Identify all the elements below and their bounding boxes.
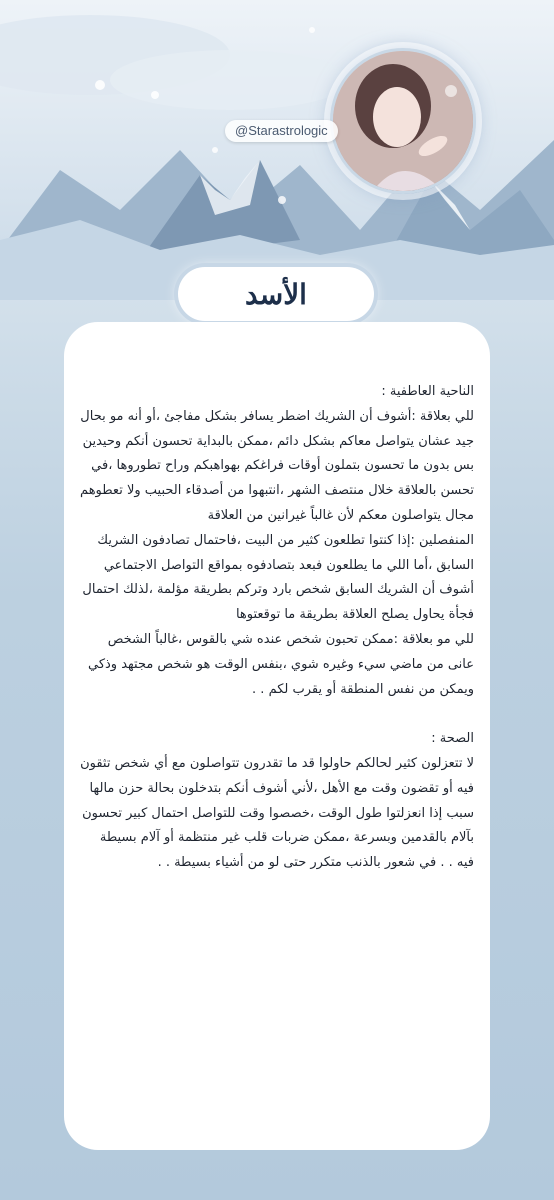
paragraph-separated: المنفصلين :إذا كنتوا تطلعون كثير من البيت ،فاحتمال تصادفون الشريك السابق ،أما اللي ما يطلعون فبعد بتصادفوه بمواقع التواصل الاجتماعي أشوف أن الشريك السابق شخص بارد وتركم بطريقة مؤلمة ،لذلك احتمال فجأة يحاول يصلح العلاقة بطريقة ما توقعتوها xyxy=(82,532,474,623)
paragraph-in-relationship: للي بعلاقة :أشوف أن الشريك اضطر يسافر بشكل مفاجئ ،أو أنه مو بحال جيد عشان يتواصل معاكم بشكل دائم ،ممكن بالبداية تحسون أنكم وحيدين بس بدون ما تحسون بتملون أوقات فراغكم بهواهبكم وراح تطوروها ،في تحسن بالعلاقة خلال منتصف الشهر ،انتبهوا من أصدقاء الحبيب ولا تعطوهم مجال يتواصلون معكم لأن غالباً غيرانين من العلاقة xyxy=(80,408,474,523)
section-spacer xyxy=(80,702,474,727)
watermark-label: @Starastrologic xyxy=(225,120,338,142)
avatar xyxy=(330,48,476,194)
title-banner xyxy=(178,267,374,321)
mountain-background xyxy=(0,0,554,300)
section-heading-emotional: الناحية العاطفية : xyxy=(381,384,474,399)
paragraph-single: للي مو بعلاقة :ممكن تحبون شخص عنده شي بالقوس ،غالباً الشخص عانى من ماضي سيء وغيره شوي ،بنفس الوقت هو شخص مجتهد وذكي ويمكن من نفس المنطقة أو يقرب لكم . . xyxy=(87,631,474,697)
avatar-portrait-icon xyxy=(333,51,473,191)
paragraph-health: لا تتعزلون كثير لحالكم حاولوا قد ما تقدرون تتواصلون مع أي شخص تثقون فيه أو تقضون وقت مع الأهل ،لأني أشوف أنكم بتدخلون بحالة حزن مالها سبب إذا انعزلتوا طول الوقت ،خصصوا وقت للتواصل احتمال كبير تحسون بآلام بالقدمين وبسرعة ،ممكن ضربات قلب غير منتظمة أو آلام بسيطة فيه . . في شعور بالذنب متكرر حتى لو من أشياء بسيطة . . xyxy=(80,755,474,871)
horoscope-text xyxy=(80,380,474,876)
section-heading-health: الصحة : xyxy=(431,731,474,747)
page-title: الأسد xyxy=(245,277,307,311)
